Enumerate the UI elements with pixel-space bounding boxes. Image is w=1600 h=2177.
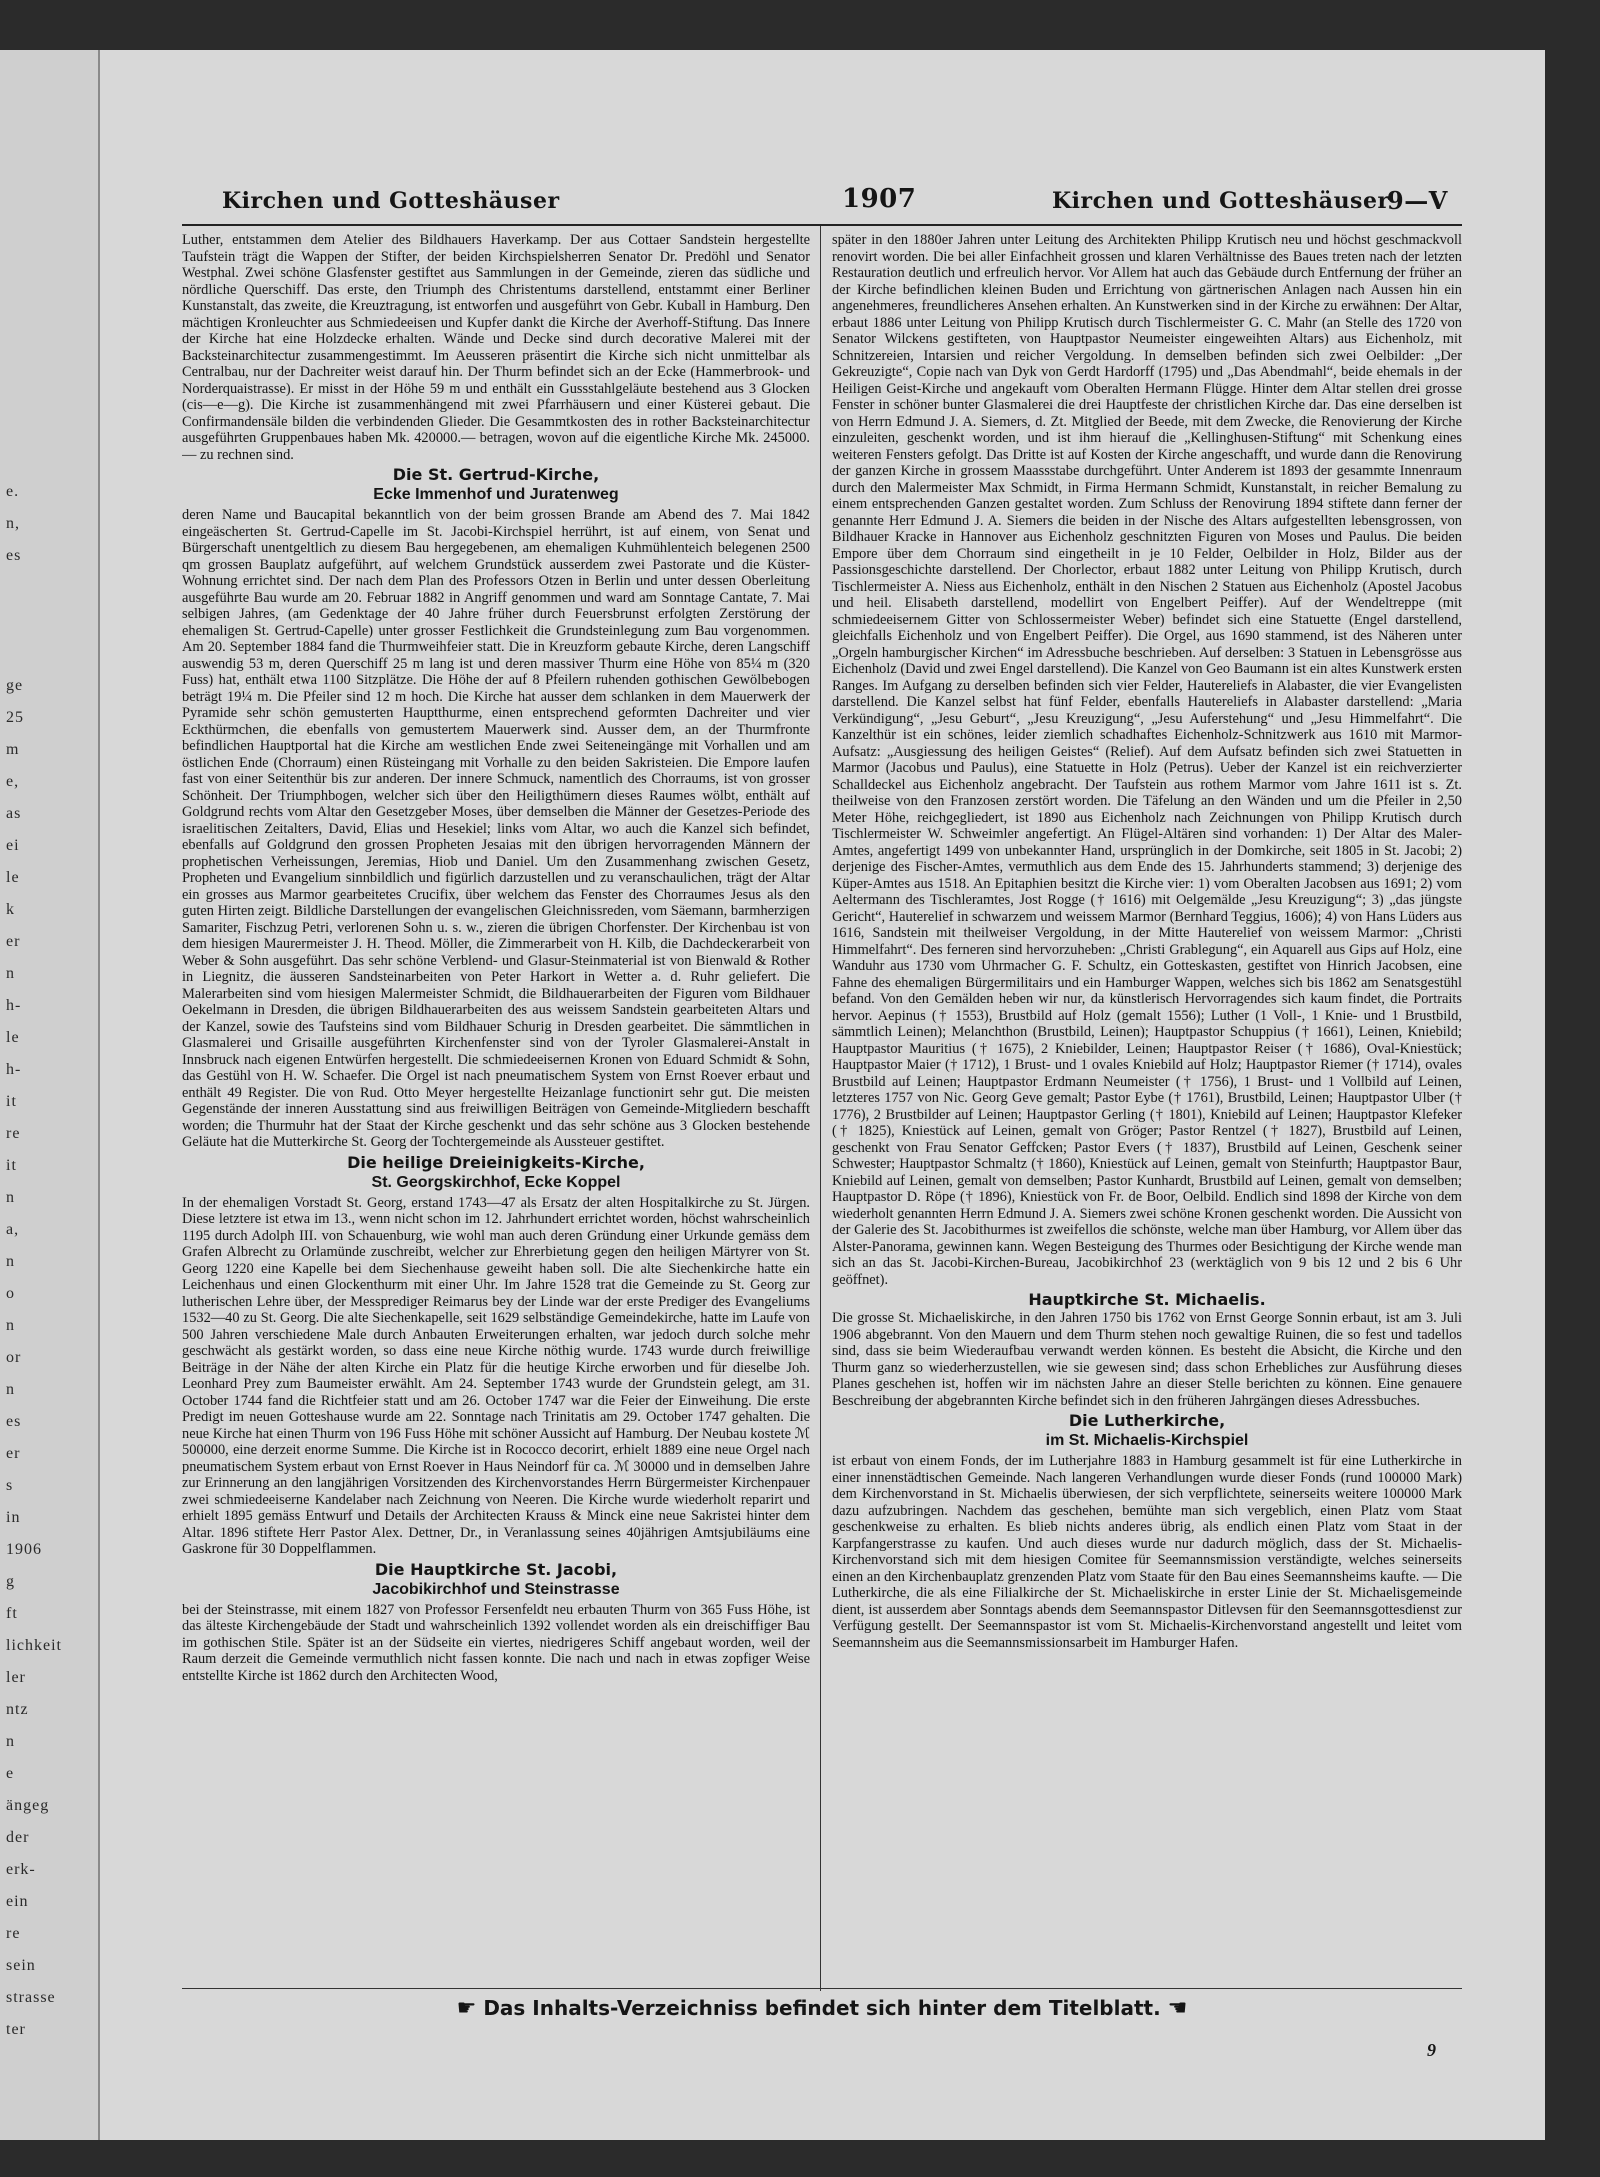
prev-page-fragment: strasse <box>6 1989 56 2006</box>
prev-page-fragment: o <box>6 1285 15 1302</box>
prev-page-fragment: re <box>6 1125 21 1142</box>
footer-note-text: Das Inhalts-Verzeichniss befindet sich hinter dem Titelblatt. <box>483 1996 1161 2020</box>
printer-signature: 9 <box>1427 2040 1436 2060</box>
prev-page-fragment: le <box>6 869 20 886</box>
prev-page-fragment: e, <box>6 773 20 790</box>
footer-note <box>182 1996 1462 2021</box>
prev-page-fragment: n, <box>6 515 20 532</box>
prev-page-fragment: er <box>6 1445 21 1462</box>
pointing-hand-right-icon: ☛ <box>456 1996 477 2021</box>
prev-page-fragment: der <box>6 1829 30 1846</box>
prev-page-fragment: ein <box>6 1893 29 1910</box>
header-page-ref: 9—V <box>1387 186 1448 215</box>
pointing-hand-left-icon: ☚ <box>1167 1996 1188 2021</box>
section-subtitle-gertrud: Ecke Immenhof und Juratenweg <box>373 486 619 503</box>
prev-page-fragment: n <box>6 965 15 982</box>
prev-page-fragment: 25 <box>6 709 24 726</box>
prev-page-fragment: it <box>6 1157 17 1174</box>
prev-page-fragment: er <box>6 933 21 950</box>
prev-page-fragment: sein <box>6 1957 36 1974</box>
prev-page-fragment: h- <box>6 1061 22 1078</box>
prev-page-fragment: n <box>6 1381 15 1398</box>
left-column <box>182 232 810 1982</box>
prev-page-fragment: ler <box>6 1669 26 1686</box>
header-right-title: Kirchen und Gotteshäuser <box>1052 188 1390 214</box>
right-column <box>832 232 1462 1982</box>
prev-page-fragment: n <box>6 1189 15 1206</box>
page <box>100 50 1545 2140</box>
prev-page-fragment: erk- <box>6 1861 36 1878</box>
section-subtitle-luther: im St. Michaelis-Kirchspiel <box>1045 1432 1249 1449</box>
footer-rule <box>182 1988 1462 1989</box>
header-left-title: Kirchen und Gotteshäuser <box>222 188 560 214</box>
prev-page-fragment: ei <box>6 837 20 854</box>
prev-page-fragment: in <box>6 1509 21 1526</box>
prev-page-fragment: k <box>6 901 15 918</box>
prev-page-fragment: ge <box>6 677 24 694</box>
prev-page-fragment: a, <box>6 1221 20 1238</box>
prev-page-fragment: n <box>6 1317 15 1334</box>
section-subtitle-jacobi: Jacobikirchhof und Steinstrasse <box>372 1580 620 1598</box>
prev-page-fragment: ntz <box>6 1701 29 1718</box>
prev-page-fragment: h- <box>6 997 22 1014</box>
prev-page-fragment: lichkeit <box>6 1637 62 1654</box>
prev-page-fragment: n <box>6 1733 15 1750</box>
section-text-luther: ist erbaut von einem Fonds, der im Lutherjahre 1883 in Hamburg gesammelt ist für eine Lutherkirche in einer innenstädtischen Gemeinde. Nach langeren Verhandlungen wurde dieser Fonds (rund 100000 Mark) dem Kirchenvorstand in St. Michaelis überwiesen, der sich verpflichtete, seinerseits weitere 100000 Mark dazu aufzubringen. Nachdem das geschehen, bemühte man sich vergeblich, einen Platz vom Staat geschenkweise zu erhalten. Es blieb nichts anderes übrig, als endlich einen Platz vom Staat in der Karpfangerstrasse zu kaufen. Und auch dieses wurde nur dadurch möglich, dass der St. Michaelis-Kirchenvorstand sich mit dem hiesigen Comitee für Seemannsmission verständigte, welches seinerseits einen an den Kirchenbauplatz grenzenden Platz vom Staate für den Bau eines Seemannsheims kaufte. — Die Lutherkirche, die als eine Filialkirche der St. Michaeliskirche in erster Linie der St. Michaelisgemeinde dient, ist ausserdem aber Sonntags abends dem Seemannspastor Ditlevsen für den Seemannsgottesdienst zur Verfügung gestellt. Der Seemannspastor ist vom St. Michaelis-Kirchenvorstand angestellt und leitet vom Seemannsheim aus die Seemannsmissionsarbeit im Hamburger Hafen. <box>832 1453 1462 1651</box>
right-intro-paragraph: später in den 1880er Jahren unter Leitung des Architekten Philipp Krutisch neu und höchst geschmackvoll renovirt worden. Die bei aller Einfachheit grossen und klaren Verhältnisse des Baues treten nach der letzten Restauration deutlich und erfreulich hervor. Vor Allem hat auch das Gebäude durch Entfernung der früher an der Kirche befindlichen kleinen Buden und Errichtung von gärtnerischen Anlagen nach Aussen hin ein angenehmeres, freundlicheres Ansehen erhalten. An Kunstwerken sind in der Kirche zu erwähnen: Der Altar, erbaut 1886 unter Leitung von Philipp Krutisch durch Tischlermeister G. C. Mahr (an Stelle des 1720 von Senator Wilckens gestifteten, von Hauptpastor Neumeister eingeweihten Altars) aus Eichenholz, mit Schnitzereien, Intarsien und reicher Vergoldung. In demselben befinden sich zwei Oelbilder: „Der Gekreuzigte“, Copie nach van Dyk von Gerdt Hardorff (1795) und „Das Abendmahl“, beide ehemals in der Heiligen Geist-Kirche und angekauft vom Oberalten Hermann Flügge. Hinter dem Altar stellen drei grosse Fenster in schöner bunter Glasmalerei die drei Hauptfeste der christlichen Kirche dar. Das eine derselben ist von Herrn Edmund J. A. Siemers, d. Zt. Mitglied der Beede, mit dem Zwecke, die Renovierung der Kirche einzuleiten, geschenkt worden, und ist ihm hierauf die „Kellinghusen-Stiftung“ mit Schenkung eines weiteren Fensters gefolgt. Das Dritte ist auf Kosten der Kirche angeschafft, und wurde dann die Renovirung der ganzen Kirche in grossem Maassstabe durchgeführt. Unter Anderem ist 1893 der gesammte Innenraum durch den Malermeister Max Schmidt, in Firma Hermann Schmidt, Kunstanstalt, in reicher Bemalung zu einem entsprechenden Ganzen gestaltet worden. Zum Schluss der Renovirung 1894 stiftete dann ferner der genannte Herr Edmund J. A. Siemers die beiden in der Nische des Altars aufgestellten lebensgrossen, von Bildhauer Kracke in Hannover aus Eichenholz geschnitzten Figuren von Moses und Paulus. Die beiden Empore über dem Chorraum sind eingetheilt in je 10 Felder, Oelbilder in Holz, Bilder aus der Passionsgeschichte darstellend. Der Chorlector, erbaut 1882 unter Leitung von Philipp Krutisch, durch Tischlermeister A. Niess aus Eichenholz, enthält in den Nischen 2 Statuen aus Eichenholz (Apostel Jacobus und heil. Elisabeth darstellend, modellirt von Engelbert Peiffer). Auf der Wendeltreppe (mit schmiedeeisernem Gitter von Schlossermeister Weber) befindet sich eine Statuette (Engel darstellend, gleichfalls Eichenholz und von Engelbert Peiffer). Die Orgel, aus 1690 stammend, ist des Näheren unter „Orgeln hamburgischer Kirchen“ im Adressbuche beschrieben. Auf derselben: 3 Statuen in Lebensgrösse aus Eichenholz (David und zwei Engel darstellend). Die Kanzel von Geo Baumann ist ein altes Kunstwerk ersten Ranges. Im Aufgang zu derselben befinden sich vier Felder, Hautereliefs in Alabaster, die vier Evangelisten darstellend. Die Kanzel selbst hat fünf Felder, ebenfalls Hautereliefs in Alabaster darstellend: „Maria Verkündigung“, „Jesu Geburt“, „Jesu Kreuzigung“, „Jesu Auferstehung“ und „Jesu Himmelfahrt“. Die Kanzelthür ist ein schönes, leider ziemlich schadhaftes Eichenholz-Schnitzwerk aus 1610 mit Marmor-Aufsatz: „Ausgiessung des heiligen Geistes“ (Relief). Auf dem Aufsatz befinden sich zwei Statuetten in Marmor (Jacobus und Paulus), eine Statuette in Holz (Petrus). Ueber der Kanzel ist ein reichverzierter Schalldeckel aus Eichenholz angebracht. Der Taufstein aus rothem Marmor vom Jahre 1611 ist s. Zt. theilweise von den Franzosen zerstört worden. Die Täfelung an den Wänden und um die Pfeiler in 2,50 Meter Höhe, reichgegliedert, ist 1890 aus Eichenholz nach Zeichnungen von Philipp Krutisch durch Tischlermeister W. Schweimler angefertigt. An Flügel-Altären sind vorhanden: 1) Der Altar des Maler-Amtes, angefertigt 1499 von unbekannter Hand, ursprünglich in der Domkirche, seit 1805 in St. Jacobi; 2) derjenige des Fischer-Amtes, vermuthlich aus dem Ende des 15. Jahrhunderts stammend; 3) derjenige des Küper-Amtes aus 1518. An Epitaphien besitzt die Kirche vier: 1) vom Oberalten Jacobsen aus 1691; 2) vom Aeltermann des Tischleramtes, Jost Rogge († 1616) mit Oelgemälde „Jesu Kreuzigung“; 3) „das jüngste Gericht“, Hauterelief in schwarzem und weissem Marmor (Bernhard Teggius, 1606); 4) von Hans Lüders aus 1616, Sandstein mit theilweiser Vergoldung, in der Mitte Hauterelief von weissem Marmor: „Christi Himmelfahrt“. Des ferneren sind hervorzuheben: „Christi Grablegung“, ein Aquarell aus Gips auf Holz, eine Wanduhr aus 1730 vom Uhrmacher G. F. Schultz, ein Gotteskasten, gestiftet von Hinrich Jacobsen, eine Fahne des ehemaligen Bürgermilitairs und ein Hamburger Wappen, welches sich bis 1862 am Senatsgestühl befand. Von den Gemälden heben wir nur, da künstlerisch Hervorragendes sich kaum findet, die Portraits hervor. Aepinus († 1553), Brustbild auf Holz (gemalt 1556); Luther (1 Voll-, 1 Knie- und 1 Brustbild, sämmtlich Leinen); Melanchthon (Brustbild, Leinen); Hauptpastor Schuppius († 1661), Leinen, Kniebild; Hauptpastor Mauritius († 1675), 2 Kniebilder, Leinen; Hauptpastor Reiser († 1686), Oval-Kniestück; Hauptpastor Maier († 1712), 1 Brust- und 1 ovales Kniebild auf Holz; Hauptpastor Riemer († 1714), ovales Brustbild auf Leinen; Hauptpastor Erdmann Neumeister († 1756), 1 Brust- und 1 Vollbild auf Leinen, letzteres 1757 von Nic. Georg Geve gemalt; Pastor Eybe († 1761), Brustbild, Leinen; Hauptpastor Ulber († 1776), 2 Brustbilder auf Leinen; Hauptpastor Gerling († 1801), Kniebild auf Leinen; Hauptpastor Klefeker († 1825), Kniestück auf Leinen, gemalt von Gröger; Pastor Rentzel († 1827), Brustbild auf Leinen, geschenkt von Frau Senator Geffcken; Pastor Evers († 1837), Brustbild auf Leinen, Geschenk seiner Schwester; Hauptpastor Schmaltz († 1860), Kniestück auf Leinen, gemalt von Steinfurth; Hauptpastor Baur, Kniebild auf Leinen, gemalt von demselben; Pastor Kunhardt, Brustbild auf Leinen, gemalt von demselben; Hauptpastor D. Röpe († 1896), Kniestück von Fr. de Boor, Oelbild. Endlich sind 1898 der Kirche von dem wiederholt genannten Herrn Edmund J. A. Siemers zwei schöne Kronen geschenkt worden. Die Aussicht von der Galerie des St. Jacobithurmes ist zweifellos die schönste, welche man über Hamburg, vor Allem über das Alster-Panorama, gewinnen kann. Wegen Besteigung des Thurmes oder Besichtigung der Kirche wende man sich an das St. Jacobi-Kirchen-Bureau, Jacobikirchhof 23 (werktäglich von 9 bis 12 und 2 bis 6 Uhr geöffnet). <box>832 232 1462 1288</box>
prev-page-fragment: n <box>6 1253 15 1270</box>
section-text-jacobi: bei der Steinstrasse, mit einem 1827 von Professor Fersenfeldt neu erbauten Thurm von 365 Fuss Höhe, ist das älteste Kirchengebäude der Stadt und wahrscheinlich 1392 vollendet worden als ein dreischiffiger Bau im gothischen Stile. Später ist an der Südseite ein viertes, niedrigeres Schiff angebaut worden, weil der Raum derzeit die Gemeinde vermuthlich nicht fassen konnte. Die nach und nach in etwas zopfiger Weise entstellte Kirche ist 1862 durch den Architecten Wood, <box>182 1601 810 1684</box>
previous-page-edge <box>0 50 100 2140</box>
column-divider <box>820 226 821 1991</box>
section-title-luther: Die Lutherkirche, <box>1068 1411 1226 1430</box>
section-title-gertrud: Die St. Gertrud-Kirche, <box>392 465 600 484</box>
header-year: 1907 <box>842 184 917 214</box>
prev-page-fragment: e <box>6 1765 15 1782</box>
prev-page-fragment: e. <box>6 483 20 500</box>
prev-page-fragment: le <box>6 1029 20 1046</box>
prev-page-fragment: m <box>6 741 20 758</box>
prev-page-fragment: es <box>6 547 22 564</box>
prev-page-fragment: ft <box>6 1605 18 1622</box>
section-title-dreieinigkeit: Die heilige Dreieinigkeits-Kirche, <box>347 1152 645 1172</box>
prev-page-fragment: ter <box>6 2021 26 2038</box>
running-header <box>182 180 1462 226</box>
prev-page-fragment: 1906 <box>6 1541 42 1558</box>
prev-page-fragment: as <box>6 805 22 822</box>
prev-page-fragment: ängeg <box>6 1797 50 1814</box>
prev-page-fragment: g <box>6 1573 15 1590</box>
prev-page-fragment: re <box>6 1925 21 1942</box>
prev-page-fragment: es <box>6 1413 22 1430</box>
left-intro-paragraph: Luther, entstammen dem Atelier des Bildhauers Haverkamp. Der aus Cottaer Sandstein hergestellte Taufstein trägt die Wappen der Stifter, der beiden Kirchspielsherren Senator Dr. Predöhl und Senator Westphal. Zwei schöne Glasfenster gestiftet aus Sammlungen in der Gemeinde, zieren das südliche und nördliche Querschiff. Das erste, den Triumph des Christentums darstellend, entstammt einer Berliner Kunstanstalt, das zweite, die Kreuztragung, ist entworfen und ausgeführt von Gebr. Kuball in Hamburg. Den mächtigen Kronleuchter aus Schmiedeeisen und Kupfer dankt die Kirche der Averhoff-Stiftung. Das Innere der Kirche hat eine Holzdecke erhalten. Wände und Decke sind durch decorative Malerei mit der Backsteinarchitectur zusammengestimmt. Im Aeusseren präsentirt die Kirche sich nicht unmittelbar als Centralbau, nur der Dachreiter weist darauf hin. Der Thurm befindet sich an der Ecke (Hammerbrook- und Norderquaistrasse). Er misst in der Höhe 59 m und enthält ein Gussstahlgeläute bestehend aus 3 Glocken (cis—e—g). Die Kirche ist zusammenhängend mit zwei Pfarrhäusern und einer Küsterei gebaut. Die Confirmandensäle bilden die verbindenden Glieder. Die Gesammtkosten des in rother Backsteinarchitectur ausgeführten Gruppenbaues haben Mk. 420000.— betragen, wovon auf die eigentliche Kirche Mk. 245000.— zu rechnen sind. <box>182 232 810 463</box>
section-subtitle-dreieinigkeit: St. Georgskirchhof, Ecke Koppel <box>371 1173 621 1191</box>
section-title-michaelis: Hauptkirche St. Michaelis. <box>1028 1290 1266 1309</box>
prev-page-fragment: or <box>6 1349 22 1366</box>
section-title-jacobi: Die Hauptkirche St. Jacobi, <box>374 1559 618 1579</box>
prev-page-fragment: s <box>6 1477 14 1494</box>
page-content <box>182 180 1462 2060</box>
prev-page-fragment: it <box>6 1093 17 1110</box>
section-text-gertrud: deren Name und Baucapital bekanntlich von der beim grossen Brande am Abend des 7. Mai 1842 eingeäscherten St. Gertrud-Capelle im St. Jacobi-Kirchspiel herrührt, ist auf einem, von Senat und Bürgerschaft unentgeltlich zu diesem Bau hergegebenen, am ehemaligen Kuhmühlenteich belegenen 2500 qm grossen Bauplatz aufgeführt, auf welchem Grundstück ausserdem zwei Pastorate und die Küster-Wohnung errichtet sind. Der nach dem Plan des Professors Otzen in Berlin und unter dessen Oberleitung ausgeführte Bau wurde am 20. Februar 1882 in Angriff genommen und ward am Sonntage Cantate, 7. Mai selbigen Jahres, (am Gedenktage der 40 Jahre früher durch Feuersbrunst erfolgten Zerstörung der ehemaligen St. Gertrud-Capelle) unter grosser Festlichkeit die Grundsteinlegung zum Bau vorgenommen. Am 20. September 1884 fand die Thurmweihfeier statt. Die in Kreuzform gebaute Kirche, deren Langschiff auswendig 53 m, deren Querschiff 25 m lang ist und deren massiver Thurm eine Höhe von 85¼ m (320 Fuss) hat, enthält etwa 1100 Sitzplätze. Die Höhe der auf 8 Pfeilern ruhenden gothischen Gewölbebogen beträgt 19¼ m. Die Pfeiler sind 12 m hoch. Die Kirche hat ausser dem schlanken in dem Mauerwerk der Pyramide sehr schön gemusterten Hauptthurme, einen entsprechend geformten Dachreiter und vier Eckthürmchen, die ebenfalls von gemustertem Mauerwerk sind. Ausser dem, an der Thurmfronte befindlichen Hauptportal hat die Kirche am westlichen Ende zwei Seiteneingänge mit Vorhallen und am östlichen Ende (Chorraum) einen Rüsteingang mit Vorhalle zu den beiden Sakristeien. Die Empore laufen fast von einer Seitenthür bis zur anderen. Der innere Schmuck, namentlich des Chorraums, ist von grosser Schönheit. Der Triumphbogen, welcher sich über den Heiligthümern dieses Raumes wölbt, enthält auf Goldgrund rechts vom Altar den Gesetzgeber Moses, über demselben die Männer der Gesetzes-Periode des israelitischen Zeitalters, David, Elias und Hesekiel; links vom Altar, wo auch die Kanzel sich befindet, ebenfalls auf Goldgrund den grossen Propheten Jesaias mit den übrigen hervorragenden Männern der prophetischen Verheissungen, Jeremias, Hiob und Daniel. Um den Zusammenhang zwischen Gesetz, Propheten und Evangelium sinnbildlich und figürlich darzustellen und zu veranschaulichen, trägt der Altar ein grosses aus Marmor gearbeitetes Crucifix, über welchem das Fenster des Chorraumes Jesus als den guten Hirten zeigt. Bildliche Darstellungen der evangelischen Gleichnissreden, vom Säemann, barmherzigen Samariter, Fischzug Petri, verlorenen Sohn u. s. w., zieren die übrigen Chorfenster. Der Kirchenbau ist von dem hiesigen Maurermeister J. H. Theod. Möller, die Zimmerarbeit von H. Kilb, die Dachdeckerarbeit von Weber & Sohn ausgeführt. Das sehr schöne Verblend- und Glasur-Steinmaterial ist von Bienwald & Rother in Liegnitz, die äusseren Sandsteinarbeiten von Peter Harkort in Wetter a. d. Ruhr geliefert. Die Malerarbeiten sind vom hiesigen Malermeister Schmidt, die Bildhauerarbeiten der Figuren vom Bildhauer Oekelmann in Dresden, die übrigen Bildhauerarbeiten des aus weissem Sandstein gearbeiteten Altars und der Kanzel, sowie des Taufsteins sind vom Bildhauer Schurig in Dresden gearbeitet. Die sämmtlichen in Glasmalerei und Grisaille ausgeführten Kirchenfenster sind von der Tyroler Glasmalerei-Anstalt in Innsbruck nach eigenen Entwürfen hergestellt. Die schmiedeeisernen Kronen von Eduard Schmidt & Sohn, das Gestühl von H. W. Schaefer. Die Orgel ist nach pneumatischem System von Ernst Roever erbaut und enthält 49 Register. Die von Rud. Otto Meyer hergestellte Heizanlage functionirt sehr gut. Die meisten Gegenstände der inneren Ausstattung sind aus freiwilligen Beiträgen von Gemeinde-Mitgliedern beschafft worden; die Thurmuhr hat der Staat der Kirche geschenkt und das sehr schöne aus 3 Glocken bestehende Geläute hat die Mutterkirche St. Georg der Tochtergemeinde als Aussteuer gestiftet. <box>182 507 810 1150</box>
section-text-michaelis: Die grosse St. Michaeliskirche, in den Jahren 1750 bis 1762 von Ernst George Sonnin erbaut, ist am 3. Juli 1906 abgebrannt. Von den Mauern und dem Thurm stehen noch gewaltige Ruinen, die so fest und tadellos sind, dass sie beim Wiederaufbau verwandt werden können. Es besteht die Absicht, die Kirche und den Thurm ganz so wiederherzustellen, wie sie gewesen sind; dass schon Erhebliches zur Ausführung dieses Planes geschehen ist, hoffen wir im nächsten Jahre an dieser Stelle berichten zu können. Eine genauere Beschreibung der abgebrannten Kirche befindet sich in den früheren Jahrgängen dieses Adressbuches. <box>832 1310 1462 1409</box>
section-text-dreieinigkeit: In der ehemaligen Vorstadt St. Georg, erstand 1743—47 als Ersatz der alten Hospitalkirche zu St. Jürgen. Diese letztere ist etwa im 13., wenn nicht schon im 12. Jahrhundert errichtet worden, höchst wahrscheinlich 1195 durch Adolph III. von Schauenburg, wie wohl man auch deren Gründung einer Urkunde gemäss dem Grafen Albrecht zu Orlamünde zuschreibt, welcher zur Ehrerbietung gegen den heiligen Märtyrer von St. Georg 1220 eine Kapelle bei dem Siechenhause geweiht haben soll. Die alte Siechenkirche hatte ein Leichenhaus und einen Glockenthurm mit einer Uhr. Im Jahre 1528 trat die Gemeinde zu St. Georg zur lutherischen Lehre über, der Messprediger Reimarus bey der Linde war der erste Prediger des Evangeliums 1532—40 zu St. Georg. Die alte Siechenkapelle, seit 1629 selbständige Gemeindekirche, hatte im Laufe von 500 Jahren verschiedene Male durch Anbauten Erweiterungen erhalten, war jedoch durch solche mehr geschwächt als gestärkt worden, so dass eine neue Kirche nöthig wurde. 1743 wurde durch freiwillige Beiträge in der Nähe der alten Kirche ein Platz für die heutige Kirche erworben und für dieselbe Joh. Leonhard Prey zum Baumeister erwählt. Am 24. September 1743 wurde der Grundstein gelegt, am 31. October 1744 fand die Richtfeier statt und am 26. October 1747 war die Feier der Einweihung. Die erste Predigt im neuen Gotteshause wurde am 22. Sonntage nach Trinitatis am 29. October 1747 gehalten. Die neue Kirche hat einen Thurm von 196 Fuss Höhe mit schöner Aussicht auf Hamburg. Der Neubau kostete ℳ 500000, eine derzeit enorme Summe. Die Kirche ist in Rococco decorirt, erhielt 1889 eine neue Orgel nach pneumatischem System erbaut von Ernst Roever in Haus Neindorf für ca. ℳ 30000 und in demselben Jahre zur Erinnerung an den langjährigen Vorsitzenden des Kirchenvorstandes Herrn Bürgermeister Kirchenpauer zwei schmiedeeiserne Kandelaber nach Zeichnung von Neeren. Die Kirche wurde wiederholt reparirt und erhielt 1895 gemäss Entwurf und Details der Architecten Krauss & Minck eine neue Sakristei hinter dem Altar. 1896 stiftete Herr Pastor Alex. Dettner, Dr., in Veranlassung seines 40jährigen Amtsjubiläums eine Gaskrone für 30 Doppelflammen. <box>182 1194 810 1557</box>
